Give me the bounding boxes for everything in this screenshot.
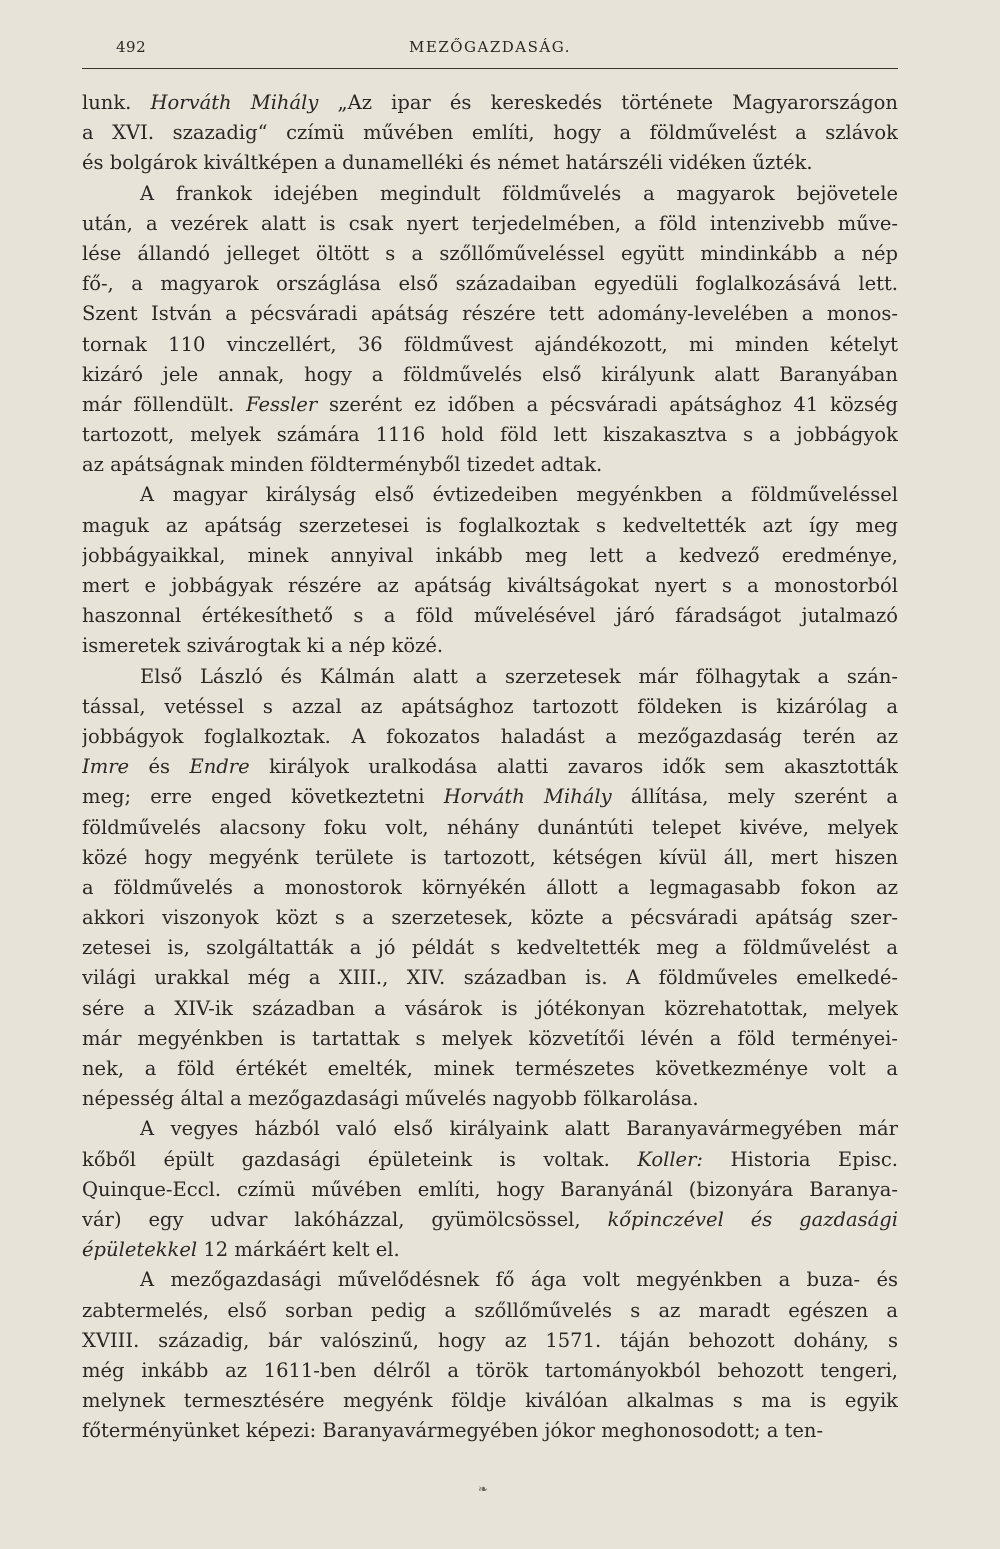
text-segment: ismeretek szivárogtak ki a nép közé. xyxy=(82,634,444,658)
text-segment: A vegyes házból való első királyaink alatt Baranyavármegyében már xyxy=(140,1117,898,1141)
text-line xyxy=(82,269,898,299)
text-line xyxy=(82,722,898,752)
text-line xyxy=(82,390,898,420)
text-segment: zetesei is, szolgáltatták a jó példát s kedveltették meg a földművelést a xyxy=(82,936,898,960)
text-segment: Historia Episc. xyxy=(703,1147,898,1171)
paragraph xyxy=(82,179,898,481)
italic-text: Imre xyxy=(82,755,130,779)
text-segment: főterményünket képezi: Baranyavármegyében jókor meghonosodott; a ten- xyxy=(82,1419,824,1443)
text-segment: már megyénkben is tartattak s melyek közvetítői lévén a föld terményei- xyxy=(82,1026,898,1050)
text-segment: kizáró jele annak, hogy a földművelés első királyunk alatt Baranyában xyxy=(82,362,898,386)
text-segment: az apátságnak minden földterményből tizedet adtak. xyxy=(82,453,603,477)
text-segment: tornak 110 vinczellért, 36 földművest ajándékozott, mi minden kételyt xyxy=(82,332,898,356)
italic-text: kőpinczével és gazdasági xyxy=(607,1207,898,1231)
text-line xyxy=(82,330,898,360)
text-segment: lése állandó jelleget öltött s a szőllőműveléssel együtt mindinkább a nép xyxy=(82,241,898,265)
italic-text: Fessler xyxy=(246,392,318,416)
text-line xyxy=(82,1326,898,1356)
text-line xyxy=(82,1024,898,1054)
text-line xyxy=(82,148,898,178)
text-line xyxy=(82,1265,898,1295)
paragraph xyxy=(82,662,898,1115)
text-line xyxy=(82,88,898,118)
text-line xyxy=(82,903,898,933)
text-segment: még inkább az 1611-ben délről a török tartományokból behozott tengeri, xyxy=(82,1358,898,1382)
text-line xyxy=(82,1235,898,1265)
text-segment: világi urakkal még a XIII., XIV. században is. A földműveles emelkedé- xyxy=(82,966,898,990)
text-line xyxy=(82,1175,898,1205)
text-segment: tással, vetéssel s azzal az apátsághoz tartozott földeken is kizárólag a xyxy=(82,694,898,718)
text-segment: XVIII. századig, bár valószinű, hogy az 1571. táján behozott dohány, s xyxy=(82,1328,898,1352)
text-segment: kőből épült gazdasági épületeink is voltak. xyxy=(82,1147,638,1171)
text-segment: fő-, a magyarok országlása első századaiban egyedüli foglalkozásává lett. xyxy=(82,272,898,296)
text-segment: a XVI. szazadig“ czímü művében említi, hogy a földművelést a szlávok xyxy=(82,121,898,145)
page-header xyxy=(82,34,898,69)
paragraph xyxy=(82,88,898,179)
text-segment: zabtermelés, első sorban pedig a szőllőművelés s az maradt egészen a xyxy=(82,1298,898,1322)
text-segment: A magyar királyság első évtizedeiben megyénkben a földműveléssel xyxy=(140,483,898,507)
text-line xyxy=(82,994,898,1024)
text-segment: „Az ipar és kereskedés története Magyarországon xyxy=(318,91,898,114)
text-line xyxy=(82,1205,898,1235)
text-segment: földművelés alacsony foku volt, néhány dunántúti telepet kivéve, melyek xyxy=(82,815,898,839)
paragraph xyxy=(82,1114,898,1265)
text-segment: mert e jobbágyak részére az apátság kiváltságokat nyert s a monostorból xyxy=(82,574,898,597)
text-segment: szerént ez időben a pécsváradi apátsághoz 41 község xyxy=(317,392,898,416)
text-line xyxy=(82,1084,898,1114)
text-line xyxy=(82,692,898,722)
text-segment: és xyxy=(129,755,190,779)
text-segment: melynek termesztésére megyénk földje kiválóan alkalmas s ma is egyik xyxy=(82,1389,898,1413)
text-line xyxy=(82,118,898,148)
text-segment: vár) egy udvar lakóházzal, gyümölcsössel, xyxy=(82,1207,608,1231)
text-segment: Quinque-Eccl. czímü művében említi, hogy Baranyánál (bizonyára Baranya- xyxy=(82,1177,898,1201)
text-segment: Első László és Kálmán alatt a szerzetesek már fölhagytak a szán- xyxy=(140,664,898,688)
text-segment: királyok uralkodása alatti zavaros idők sem akasztották xyxy=(249,755,898,779)
text-line xyxy=(82,843,898,873)
text-segment: akkori viszonyok közt s a szerzetesek, közte a pécsváradi apátság szer- xyxy=(82,906,898,930)
text-segment: sére a XIV-ik században a vásárok is jótékonyan közrehatottak, melyek xyxy=(82,996,898,1020)
italic-text: Horváth Mihály xyxy=(150,91,319,114)
text-line xyxy=(82,179,898,209)
text-segment: és bolgárok kiváltképen a dunamelléki és német határszéli vidéken űzték. xyxy=(82,151,813,175)
text-segment: tartozott, melyek számára 1116 hold föld lett kiszakasztva s a jobbágyok xyxy=(82,423,898,447)
text-line xyxy=(82,209,898,239)
text-line xyxy=(82,1416,898,1446)
text-segment: után, a vezérek alatt is csak nyert terjedelmében, a föld intenzivebb műve- xyxy=(82,211,898,235)
text-line xyxy=(82,873,898,903)
page-number: 492 xyxy=(116,38,147,56)
text-line xyxy=(82,420,898,450)
text-line xyxy=(82,933,898,963)
paragraph xyxy=(82,480,898,661)
text-segment: A mezőgazdasági művelődésnek fő ága volt megyénkben a buza- és xyxy=(140,1268,898,1292)
italic-text: Endre xyxy=(189,755,250,779)
text-segment: nek, a föld értékét emelték, minek természetes következménye volt a xyxy=(82,1057,898,1080)
text-line xyxy=(82,631,898,661)
text-line xyxy=(82,1054,898,1084)
text-line xyxy=(82,752,898,782)
text-segment: A frankok idejében megindult földművelés a magyarok bejövetele xyxy=(140,181,898,205)
text-line xyxy=(82,601,898,631)
text-segment: meg; erre enged következtetni xyxy=(82,785,444,809)
body-text xyxy=(82,88,898,1446)
text-line xyxy=(82,480,898,510)
text-segment: jobbágyok foglalkoztak. A fokozatos haladást a mezőgazdaság terén az xyxy=(82,724,898,748)
text-line xyxy=(82,782,898,812)
text-segment: a földművelés a monostorok környékén állott a legmagasabb fokon az xyxy=(82,875,898,899)
text-line xyxy=(82,662,898,692)
italic-text: Horváth Mihály xyxy=(443,785,612,809)
text-segment: már föllendült. xyxy=(82,392,247,416)
text-line xyxy=(82,541,898,571)
text-segment: haszonnal értékesíthető s a föld művelésével járó fáradságot jutalmazó xyxy=(82,604,898,628)
text-line xyxy=(82,1296,898,1326)
text-line xyxy=(82,571,898,601)
text-line xyxy=(82,1386,898,1416)
text-segment: népesség által a mezőgazdasági művelés nagyobb fölkarolása. xyxy=(82,1087,699,1111)
text-line xyxy=(82,360,898,390)
text-line xyxy=(82,299,898,329)
text-line xyxy=(82,1145,898,1175)
italic-text: épületekkel xyxy=(82,1238,198,1262)
running-head: MEZŐGAZDASÁG. xyxy=(409,38,571,56)
text-line xyxy=(82,963,898,993)
paragraph xyxy=(82,1265,898,1446)
text-segment: 12 márkáért kelt el. xyxy=(197,1238,400,1262)
text-segment: Szent István a pécsváradi apátság részére tett adomány-levelében a monos- xyxy=(82,302,898,326)
text-line xyxy=(82,239,898,269)
text-line xyxy=(82,813,898,843)
text-line xyxy=(82,1114,898,1144)
text-segment: állítása, mely szerént a xyxy=(611,785,898,809)
text-line xyxy=(82,1356,898,1386)
text-line xyxy=(82,450,898,480)
text-line xyxy=(82,511,898,541)
text-segment: közé hogy megyénk területe is tartozott, kétségen kívül áll, mert hiszen xyxy=(82,845,898,869)
italic-text: Koller: xyxy=(637,1147,703,1171)
text-segment: jobbágyaikkal, minek annyival inkább meg lett a kedvező eredménye, xyxy=(82,543,898,567)
text-segment: maguk az apátság szerzetesei is foglalkoztak s kedveltették azt így meg xyxy=(82,513,898,537)
text-segment: lunk. xyxy=(82,91,151,114)
printer-mark-icon: ❧ xyxy=(478,1482,489,1496)
